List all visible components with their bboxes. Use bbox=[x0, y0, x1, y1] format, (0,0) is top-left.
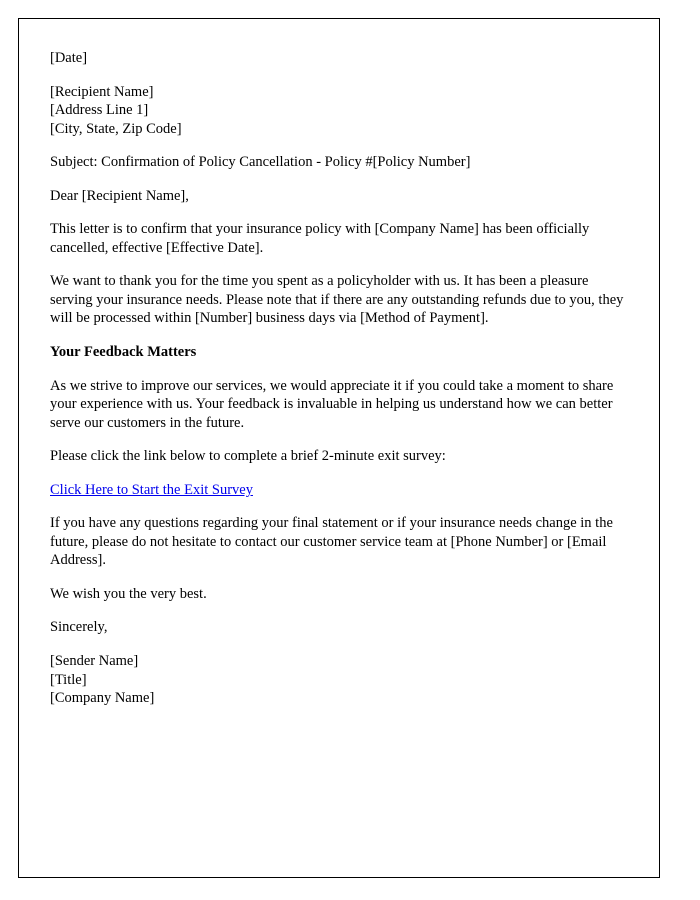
paragraph-thanks: We want to thank you for the time you spent as a policyholder with us. It has been a pleasure serving your insurance needs. Please note that if there are any outstanding refunds due to you, they will be processed within [Number] business days via [Method of Payment]. bbox=[50, 273, 624, 327]
closing-line: Sincerely, bbox=[50, 619, 108, 636]
paragraph-confirmation: This letter is to confirm that your insurance policy with [Company Name] has been officially cancelled, effective [Effective Date]. bbox=[50, 221, 590, 256]
sender-title: [Title] bbox=[50, 671, 87, 688]
letter-page bbox=[18, 18, 660, 878]
feedback-heading: Your Feedback Matters bbox=[50, 344, 197, 361]
paragraph-survey-intro: Please click the link below to complete a brief 2-minute exit survey: bbox=[50, 448, 446, 465]
paragraph-feedback: As we strive to improve our services, we would appreciate it if you could take a moment to share your experience with us. Your feedback is invaluable in helping us understand how we can better serve our customers in the future. bbox=[50, 377, 614, 431]
recipient-name: [Recipient Name] bbox=[50, 83, 154, 100]
recipient-city-state-zip: [City, State, Zip Code] bbox=[50, 120, 182, 137]
paragraph-questions: If you have any questions regarding your final statement or if your insurance needs change in the future, please do not hesitate to contact our customer service team at [Phone Number] or [Email Address]. bbox=[50, 515, 613, 569]
salutation: Dear [Recipient Name], bbox=[50, 187, 189, 204]
sender-company: [Company Name] bbox=[50, 690, 155, 707]
recipient-address-line1: [Address Line 1] bbox=[50, 102, 149, 119]
survey-link-line bbox=[50, 481, 631, 500]
subject-line: Subject: Confirmation of Policy Cancellation - Policy #[Policy Number] bbox=[50, 154, 471, 171]
paragraph-wish: We wish you the very best. bbox=[50, 585, 207, 602]
recipient-block bbox=[50, 83, 631, 139]
date-line: [Date] bbox=[50, 50, 88, 66]
exit-survey-link[interactable]: Click Here to Start the Exit Survey bbox=[50, 481, 253, 498]
sender-name: [Sender Name] bbox=[50, 653, 139, 670]
signature-block bbox=[50, 652, 631, 708]
